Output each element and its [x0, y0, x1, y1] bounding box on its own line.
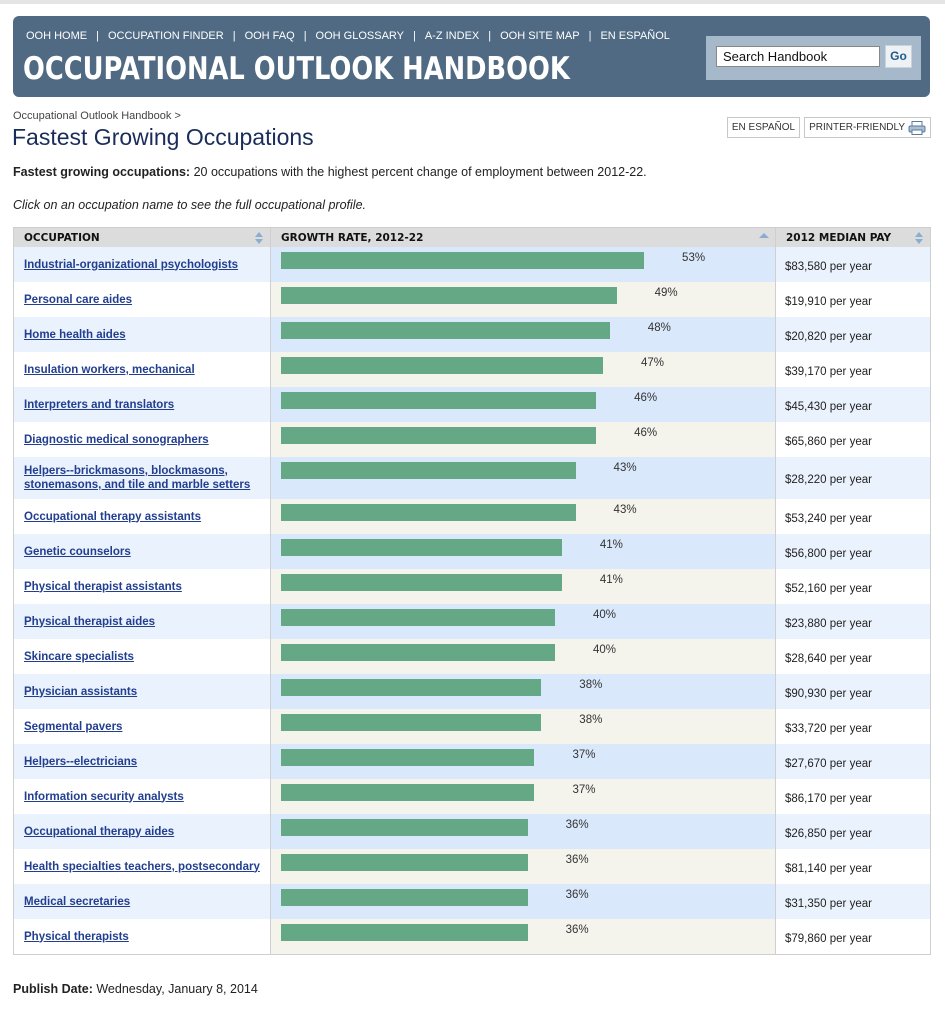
table-row: [14, 499, 930, 534]
growth-bar: [281, 392, 596, 409]
growth-bar: [281, 749, 534, 766]
occupation-link[interactable]: Occupational therapy assistants: [24, 510, 202, 523]
growth-rate-cell: [271, 387, 776, 422]
growth-rate-cell: [271, 779, 776, 814]
table-row: [14, 674, 930, 709]
occupation-cell: [14, 387, 271, 422]
growth-rate-label: 43%: [613, 462, 637, 474]
median-pay-cell: $27,670 per year: [776, 744, 930, 779]
median-pay-cell: $81,140 per year: [776, 849, 930, 884]
growth-rate-cell: [271, 422, 776, 457]
table-row: [14, 779, 930, 814]
growth-rate-cell: [271, 317, 776, 352]
occupation-cell: [14, 247, 271, 282]
publish-date-label: Publish Date:: [13, 982, 93, 996]
nav-separator: |: [412, 30, 416, 42]
nav-separator: |: [96, 30, 99, 42]
occupation-cell: [14, 744, 271, 779]
growth-bar: [281, 462, 576, 479]
growth-rate-cell: [271, 919, 776, 954]
occupation-cell: [14, 884, 271, 919]
median-pay-cell: $28,220 per year: [776, 457, 930, 499]
growth-bar: [281, 924, 528, 941]
nav-ooh-glossary[interactable]: OOH GLOSSARY: [315, 30, 404, 42]
column-header-occupation[interactable]: [14, 228, 271, 248]
median-pay-cell: $26,850 per year: [776, 814, 930, 849]
table-row: [14, 247, 930, 282]
browser-top-strip: [0, 0, 945, 4]
printer-friendly-button[interactable]: [804, 117, 931, 138]
growth-bar: [281, 252, 644, 269]
table-row: [14, 534, 930, 569]
growth-bar: [281, 539, 562, 556]
occupation-cell: [14, 499, 271, 534]
growth-rate-cell: [271, 639, 776, 674]
occupation-link[interactable]: Industrial-organizational psychologists: [24, 258, 239, 271]
median-pay-cell: $65,860 per year: [776, 422, 930, 457]
occupation-cell: [14, 849, 271, 884]
growth-rate-cell: [271, 534, 776, 569]
site-brand-title[interactable]: OCCUPATIONAL OUTLOOK HANDBOOK: [23, 51, 570, 87]
column-header-occupation-label: OCCUPATION: [24, 232, 100, 244]
growth-rate-label: 47%: [640, 357, 664, 369]
occupation-cell: [14, 569, 271, 604]
en-espanol-button[interactable]: [727, 117, 800, 138]
breadcrumb-separator: >: [174, 110, 181, 122]
occupation-cell: [14, 919, 271, 954]
table-row: [14, 569, 930, 604]
table-row: [14, 639, 930, 674]
growth-rate-label: 41%: [599, 574, 623, 586]
occupation-link[interactable]: Helpers--electricians: [24, 755, 138, 768]
median-pay-cell: $56,800 per year: [776, 534, 930, 569]
median-pay-cell: $79,860 per year: [776, 919, 930, 954]
growth-bar: [281, 679, 541, 696]
nav-ooh-home[interactable]: OOH HOME: [26, 30, 88, 42]
header-banner: [13, 16, 930, 97]
occupation-link[interactable]: Physical therapist aides: [24, 615, 156, 628]
growth-bar: [281, 854, 528, 871]
median-pay-cell: $33,720 per year: [776, 709, 930, 744]
occupation-cell: [14, 709, 271, 744]
occupation-link[interactable]: Physical therapist assistants: [24, 580, 182, 593]
occupation-link[interactable]: Information security analysts: [24, 790, 184, 803]
growth-rate-cell: [271, 499, 776, 534]
growth-bar: [281, 427, 596, 444]
median-pay-cell: $86,170 per year: [776, 779, 930, 814]
column-header-median-pay[interactable]: [776, 228, 930, 248]
median-pay-cell: $23,880 per year: [776, 604, 930, 639]
median-pay-cell: $90,930 per year: [776, 674, 930, 709]
occupation-cell: [14, 674, 271, 709]
growth-bar: [281, 574, 562, 591]
growth-rate-cell: [271, 849, 776, 884]
table-row: [14, 919, 930, 954]
occupation-link[interactable]: Interpreters and translators: [24, 398, 175, 411]
growth-rate-label: 37%: [572, 749, 596, 761]
growth-bar: [281, 889, 528, 906]
publish-date: [13, 982, 258, 996]
growth-rate-label: 38%: [579, 714, 603, 726]
growth-rate-label: 36%: [565, 854, 589, 866]
growth-rate-cell: [271, 247, 776, 282]
page-tools: [727, 117, 931, 138]
table-row: [14, 884, 930, 919]
growth-rate-label: 38%: [579, 679, 603, 691]
occupation-link[interactable]: Segmental pavers: [24, 720, 123, 733]
occupation-cell: [14, 352, 271, 387]
en-espanol-label: EN ESPAÑOL: [731, 122, 796, 133]
growth-rate-label: 48%: [647, 322, 671, 334]
growth-rate-label: 46%: [634, 427, 658, 439]
occupation-link[interactable]: Genetic counselors: [24, 545, 131, 558]
occupation-link[interactable]: Helpers--brickmasons, blockmasons, stonemasons, and tile and marble setters: [24, 465, 251, 491]
table-row: [14, 744, 930, 779]
occupation-cell: [14, 317, 271, 352]
occupation-cell: [14, 814, 271, 849]
occupation-link[interactable]: Medical secretaries: [24, 895, 131, 908]
growth-rate-label: 40%: [593, 609, 617, 621]
nav-ooh-site-map[interactable]: OOH SITE MAP: [500, 30, 580, 42]
sort-both-icon[interactable]: [254, 231, 264, 245]
growth-rate-cell: [271, 884, 776, 919]
table-row: [14, 282, 930, 317]
growth-bar: [281, 322, 610, 339]
growth-bar: [281, 784, 534, 801]
median-pay-cell: $31,350 per year: [776, 884, 930, 919]
table-row: [14, 422, 930, 457]
nav-separator: |: [232, 30, 236, 42]
occupation-link[interactable]: Occupational therapy aides: [24, 825, 175, 838]
search-go-button[interactable]: Go: [885, 45, 912, 68]
nav-separator: |: [303, 30, 307, 42]
occupation-link[interactable]: Diagnostic medical sonographers: [24, 433, 209, 446]
occupation-cell: [14, 422, 271, 457]
table-row: [14, 604, 930, 639]
nav-a-z-index[interactable]: A-Z INDEX: [424, 30, 480, 42]
occupation-cell: [14, 604, 271, 639]
printer-icon: [908, 121, 926, 135]
column-header-growth-rate[interactable]: [271, 228, 776, 248]
growth-rate-cell: [271, 674, 776, 709]
median-pay-cell: $19,910 per year: [776, 282, 930, 317]
growth-rate-cell: [271, 709, 776, 744]
column-header-median-pay-label: 2012 MEDIAN PAY: [786, 232, 892, 244]
instruction-text: Click on an occupation name to see the full occupational profile.: [13, 198, 366, 212]
growth-bar: [281, 504, 576, 521]
table-row: [14, 457, 930, 499]
growth-rate-cell: [271, 569, 776, 604]
growth-rate-label: 36%: [565, 889, 589, 901]
page-title: Fastest Growing Occupations: [12, 124, 314, 150]
table-body: [14, 247, 930, 954]
intro-label: Fastest growing occupations:: [13, 165, 191, 179]
publish-date-value: Wednesday, January 8, 2014: [92, 982, 258, 996]
sort-both-icon[interactable]: [914, 231, 924, 245]
printer-friendly-label: PRINTER-FRIENDLY: [809, 122, 905, 133]
growth-rate-cell: [271, 457, 776, 499]
growth-rate-label: 36%: [565, 819, 589, 831]
growth-rate-label: 53%: [682, 252, 706, 264]
breadcrumb: [13, 110, 181, 122]
growth-bar: [281, 644, 555, 661]
occupation-link[interactable]: Home health aides: [24, 328, 126, 341]
median-pay-cell: $20,820 per year: [776, 317, 930, 352]
search-box: [706, 36, 921, 80]
growth-rate-cell: [271, 352, 776, 387]
table-row: [14, 317, 930, 352]
nav-ooh-faq[interactable]: OOH FAQ: [244, 30, 295, 42]
growth-rate-cell: [271, 604, 776, 639]
growth-rate-label: 40%: [593, 644, 617, 656]
table-row: [14, 709, 930, 744]
median-pay-cell: $39,170 per year: [776, 352, 930, 387]
table-row: [14, 352, 930, 387]
occupation-cell: [14, 534, 271, 569]
nav-separator: |: [588, 30, 592, 42]
growth-rate-label: 49%: [654, 287, 678, 299]
intro-text: [13, 165, 647, 179]
growth-bar: [281, 357, 603, 374]
occupation-cell: [14, 779, 271, 814]
growth-rate-label: 36%: [565, 924, 589, 936]
nav-separator: |: [488, 30, 492, 42]
occupation-cell: [14, 639, 271, 674]
table-header: [14, 227, 930, 247]
growth-bar: [281, 287, 617, 304]
table-row: [14, 387, 930, 422]
occupation-link[interactable]: Insulation workers, mechanical: [24, 363, 195, 376]
nav-occupation-finder[interactable]: OCCUPATION FINDER: [107, 30, 224, 42]
occupation-link[interactable]: Health specialties teachers, postsecondary: [24, 860, 260, 873]
growth-bar: [281, 609, 555, 626]
occupation-link[interactable]: Skincare specialists: [24, 650, 134, 663]
nav-en-espanol[interactable]: EN ESPAÑOL: [600, 30, 670, 42]
occupation-link[interactable]: Physician assistants: [24, 685, 138, 698]
occupation-cell: [14, 457, 271, 499]
occupation-link[interactable]: Physical therapists: [24, 930, 129, 943]
growth-bar: [281, 819, 528, 836]
growth-rate-label: 37%: [572, 784, 596, 796]
median-pay-cell: $45,430 per year: [776, 387, 930, 422]
sort-ascending-icon[interactable]: [759, 231, 769, 245]
search-input[interactable]: [716, 46, 880, 67]
column-header-growth-rate-label: GROWTH RATE, 2012-22: [281, 232, 424, 244]
occupations-table: [13, 227, 931, 955]
intro-description: 20 occupations with the highest percent change of employment between 2012-22.: [190, 165, 647, 179]
occupation-link[interactable]: Personal care aides: [24, 293, 133, 306]
table-row: [14, 849, 930, 884]
top-navigation: [26, 30, 670, 42]
median-pay-cell: $83,580 per year: [776, 247, 930, 282]
growth-rate-label: 41%: [599, 539, 623, 551]
growth-rate-cell: [271, 744, 776, 779]
growth-rate-label: 43%: [613, 504, 637, 516]
growth-rate-cell: [271, 282, 776, 317]
median-pay-cell: $28,640 per year: [776, 639, 930, 674]
table-row: [14, 814, 930, 849]
breadcrumb-ooh-home[interactable]: Occupational Outlook Handbook: [13, 110, 172, 122]
median-pay-cell: $53,240 per year: [776, 499, 930, 534]
growth-rate-cell: [271, 814, 776, 849]
growth-rate-label: 46%: [634, 392, 658, 404]
median-pay-cell: $52,160 per year: [776, 569, 930, 604]
growth-bar: [281, 714, 541, 731]
occupation-cell: [14, 282, 271, 317]
